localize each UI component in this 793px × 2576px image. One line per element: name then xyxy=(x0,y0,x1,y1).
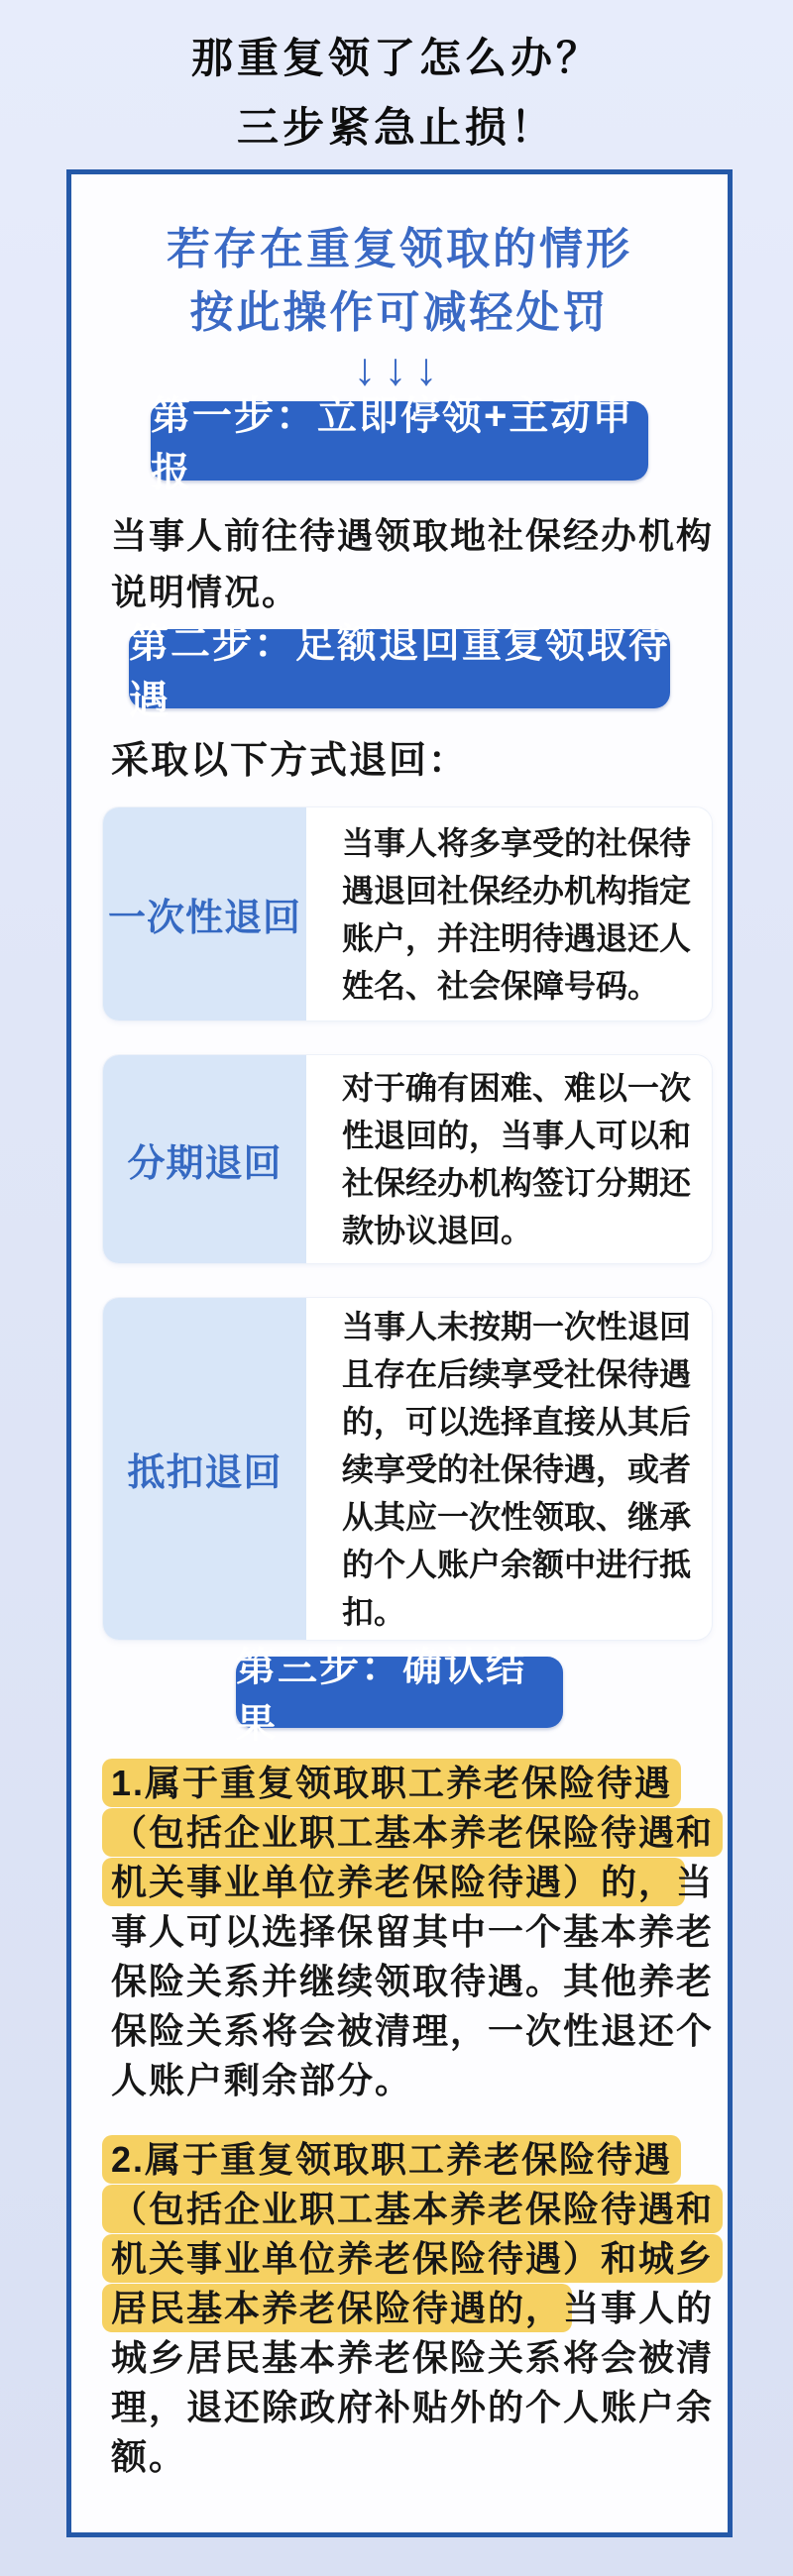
method-label: 分期退回 xyxy=(103,1055,306,1263)
method-description-line: 扣。 xyxy=(342,1593,406,1630)
steps-panel xyxy=(66,169,733,2537)
method-description xyxy=(306,807,712,1020)
step2-intro: 采取以下方式退回： xyxy=(111,740,469,782)
method-description-line: 款协议退回。 xyxy=(342,1213,533,1248)
method-description-line: 姓名、社会保障号码。 xyxy=(342,967,660,1004)
return-method-row xyxy=(103,807,712,1020)
result-paragraph-line xyxy=(111,2135,728,2185)
plain-text: 当 xyxy=(676,1862,715,1902)
result-paragraph-line xyxy=(111,1907,728,1957)
result-paragraph-line xyxy=(111,2383,728,2432)
method-description xyxy=(306,1298,712,1640)
plain-text: 事人可以选择保留其中一个基本养老 xyxy=(111,1911,715,1952)
method-description-line: 的个人账户余额中进行抵 xyxy=(342,1546,692,1582)
plain-text: 当事人的 xyxy=(563,2288,715,2328)
method-description-line: 且存在后续享受社保待遇 xyxy=(342,1355,692,1392)
method-description-line: 从其应一次性领取、继承 xyxy=(342,1498,692,1535)
return-method-row xyxy=(103,1055,712,1263)
method-label: 抵扣退回 xyxy=(103,1298,306,1640)
step1-badge: 第一步：立即停领+主动申报 xyxy=(151,401,648,481)
result-paragraph-line xyxy=(111,1808,728,1858)
method-description-line: 遇退回社保经办机构指定 xyxy=(342,872,692,909)
page-title-line2: 三步紧急止损！ xyxy=(236,104,556,151)
result-paragraph-line xyxy=(111,1858,728,1907)
method-description-line: 性退回的，当事人可以和 xyxy=(342,1118,692,1153)
step1-note-line: 当事人前往待遇领取地社保经办机构 xyxy=(111,515,715,556)
method-description-line: 账户，并注明待遇退还人 xyxy=(342,919,692,956)
method-description-line: 当事人将多享受的社保待 xyxy=(342,824,692,861)
plain-text: 城乡居民基本养老保险关系将会被清 xyxy=(111,2337,715,2378)
panel-header-line2: 按此操作可减轻处罚 xyxy=(189,288,610,337)
highlighted-text: 2.属于重复领取职工养老保险待遇 xyxy=(102,2135,681,2184)
method-description xyxy=(306,1055,712,1263)
result-paragraph-line xyxy=(111,1957,728,2006)
panel-header xyxy=(71,218,728,345)
result-paragraph-2 xyxy=(111,2135,728,2482)
result-paragraph-line xyxy=(111,2185,728,2234)
highlighted-text: 居民基本养老保险待遇的， xyxy=(102,2284,572,2332)
result-paragraph-line xyxy=(111,2056,728,2105)
plain-text: 额。 xyxy=(111,2436,187,2477)
method-description-line: 的，可以选择直接从其后 xyxy=(342,1403,692,1440)
highlighted-text: （包括企业职工基本养老保险待遇和 xyxy=(102,1808,723,1857)
highlighted-text: 机关事业单位养老保险待遇）和城乡 xyxy=(102,2234,723,2283)
result-paragraph-1 xyxy=(111,1759,728,2105)
plain-text: 保险关系将会被清理，一次性退还个 xyxy=(111,2010,715,2051)
highlighted-text: 1.属于重复领取职工养老保险待遇 xyxy=(102,1759,681,1807)
step1-note xyxy=(111,507,718,620)
plain-text: 保险关系并继续领取待遇。其他养老 xyxy=(111,1961,715,2001)
page-title-line1: 那重复领了怎么办？ xyxy=(190,35,602,81)
method-description-line: 续享受的社保待遇，或者 xyxy=(342,1450,692,1487)
plain-text: 理，退还除政府补贴外的个人账户余 xyxy=(111,2387,715,2427)
result-paragraph-line xyxy=(111,2006,728,2056)
step2-badge: 第二步：足额退回重复领取待遇 xyxy=(129,622,670,722)
method-description-line: 当事人未按期一次性退回 xyxy=(342,1308,692,1344)
plain-text: 人账户剩余部分。 xyxy=(111,2060,413,2100)
result-paragraph-line xyxy=(111,2284,728,2333)
return-method-row xyxy=(103,1298,712,1640)
step3-badge: 第三步：确认结果 xyxy=(236,1657,563,1728)
step1-note-line: 说明情况。 xyxy=(111,572,300,612)
panel-header-line1: 若存在重复领取的情形 xyxy=(167,225,632,273)
method-description-line: 社保经办机构签订分期还 xyxy=(342,1165,692,1201)
method-description-line: 对于确有困难、难以一次 xyxy=(342,1070,692,1106)
page-title xyxy=(0,24,793,162)
result-paragraph-line xyxy=(111,2234,728,2284)
result-paragraph-line xyxy=(111,2432,728,2482)
down-arrows-icon: ↓↓↓ xyxy=(353,343,446,394)
result-paragraph-line xyxy=(111,1759,728,1808)
highlighted-text: （包括企业职工基本养老保险待遇和 xyxy=(102,2185,723,2233)
highlighted-text: 机关事业单位养老保险待遇）的， xyxy=(102,1858,685,1906)
method-label: 一次性退回 xyxy=(103,807,306,1020)
result-paragraph-line xyxy=(111,2333,728,2383)
